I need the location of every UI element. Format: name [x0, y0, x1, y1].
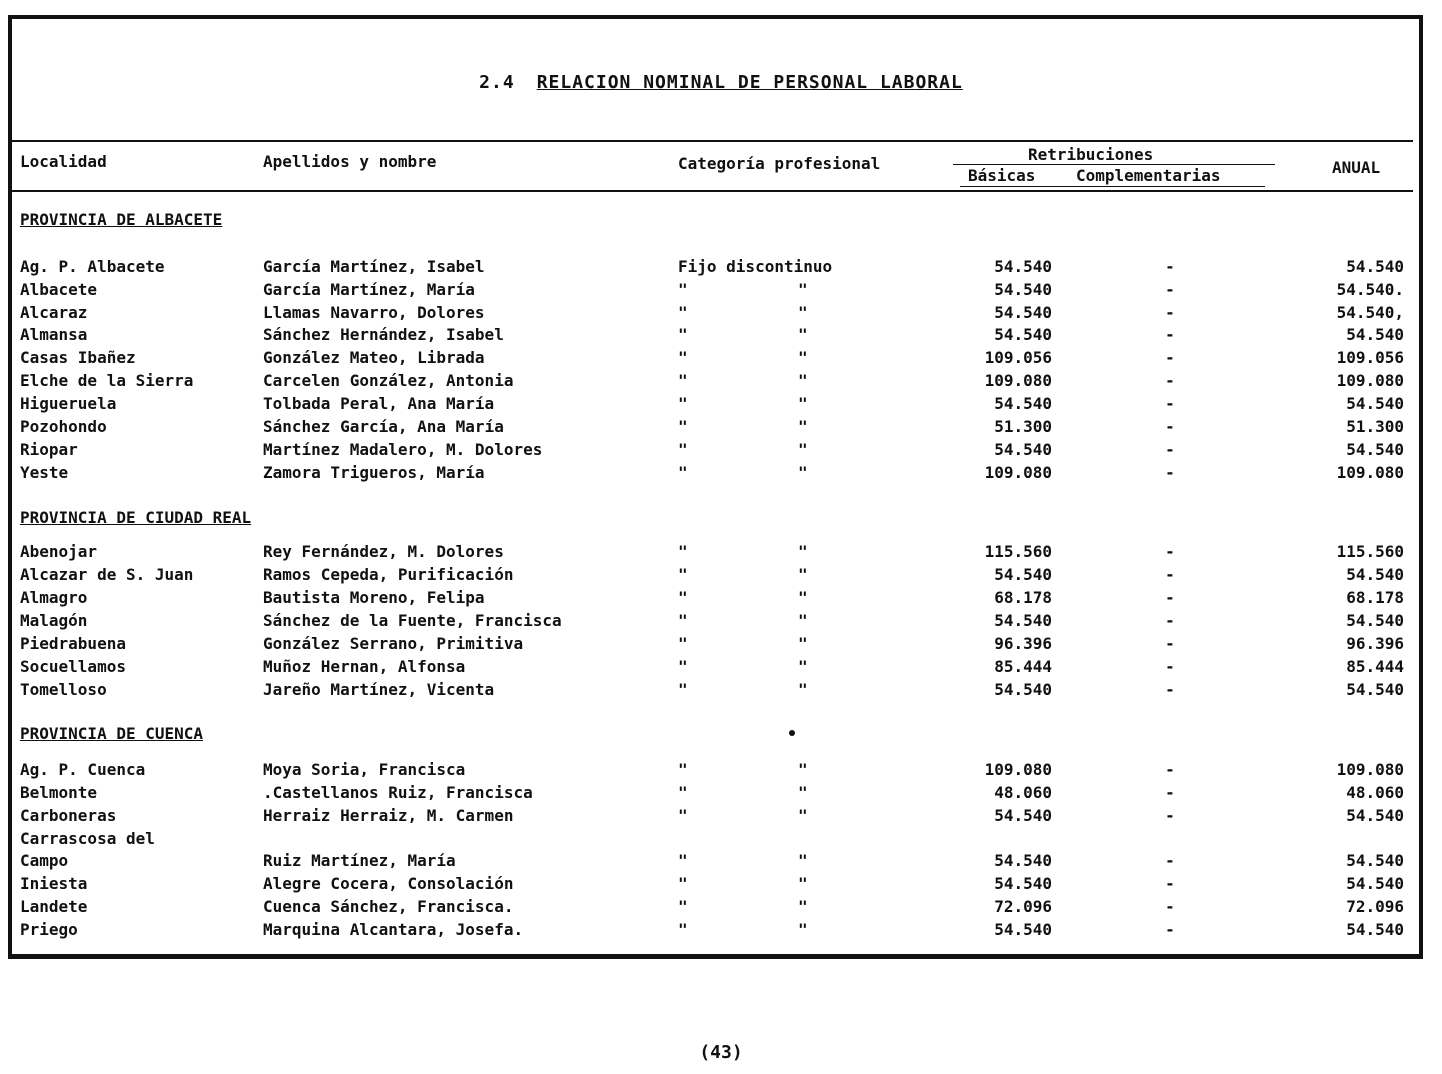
cell-categoria-ditto: "	[798, 565, 808, 584]
cell-localidad: Alcaraz	[20, 303, 88, 322]
section-heading: PROVINCIA DE CUENCA	[20, 724, 204, 743]
cell-categoria-ditto: "	[798, 783, 808, 802]
cell-categoria-ditto: "	[678, 371, 688, 390]
cell-localidad: Tomelloso	[20, 680, 107, 699]
header-anual: ANUAL	[1332, 158, 1381, 177]
cell-localidad: Malagón	[20, 611, 88, 630]
cell-nombre: Ramos Cepeda, Purificación	[263, 565, 514, 584]
cell-categoria-ditto: "	[798, 280, 808, 299]
cell-basicas: 54.540	[994, 680, 1052, 699]
table-row	[0, 760, 1442, 783]
table-row	[0, 440, 1442, 463]
header-localidad: Localidad	[20, 152, 107, 171]
cell-anual: 96.396	[1346, 634, 1404, 653]
cell-localidad: Iniesta	[20, 874, 88, 893]
cell-categoria-ditto: "	[678, 680, 688, 699]
cell-basicas: 109.056	[984, 348, 1052, 367]
cell-complementarias: -	[1165, 588, 1175, 607]
cell-nombre: .Castellanos Ruiz, Francisca	[263, 783, 533, 802]
cell-anual: 109.080	[1336, 463, 1404, 482]
cell-categoria-ditto: "	[798, 851, 808, 870]
cell-localidad: Priego	[20, 920, 78, 939]
table-row	[0, 463, 1442, 486]
cell-basicas: 48.060	[994, 783, 1052, 802]
cell-anual: 54.540	[1346, 611, 1404, 630]
cell-categoria-ditto: "	[678, 760, 688, 779]
cell-localidad: Pozohondo	[20, 417, 107, 436]
cell-nombre: Sánchez de la Fuente, Francisca	[263, 611, 562, 630]
cell-categoria-ditto: "	[798, 634, 808, 653]
cell-nombre: Bautista Moreno, Felipa	[263, 588, 485, 607]
cell-complementarias: -	[1165, 463, 1175, 482]
cell-complementarias: -	[1165, 325, 1175, 344]
table-row	[0, 634, 1442, 657]
cell-nombre: Moya Soria, Francisca	[263, 760, 466, 779]
cell-localidad: Landete	[20, 897, 88, 916]
cell-nombre: Marquina Alcantara, Josefa.	[263, 920, 524, 939]
table-row	[0, 371, 1442, 394]
cell-categoria-ditto: "	[798, 897, 808, 916]
cell-categoria-ditto: "	[678, 806, 688, 825]
cell-anual: 68.178	[1346, 588, 1404, 607]
cell-basicas: 54.540	[994, 920, 1052, 939]
cell-complementarias: -	[1165, 897, 1175, 916]
cell-basicas: 96.396	[994, 634, 1052, 653]
cell-categoria-ditto: "	[798, 348, 808, 367]
cell-localidad: Elche de la Sierra	[20, 371, 194, 390]
cell-categoria-ditto: "	[678, 280, 688, 299]
cell-basicas: 54.540	[994, 440, 1052, 459]
cell-nombre: Tolbada Peral, Ana María	[263, 394, 495, 413]
cell-localidad: Abenojar	[20, 542, 98, 561]
cell-basicas: 72.096	[994, 897, 1052, 916]
cell-localidad: Almagro	[20, 588, 88, 607]
section-code: 2.4	[479, 72, 515, 93]
cell-localidad: Albacete	[20, 280, 98, 299]
cell-categoria-ditto: "	[678, 348, 688, 367]
cell-categoria-ditto: "	[678, 897, 688, 916]
cell-basicas: 54.540	[994, 874, 1052, 893]
table-row	[0, 325, 1442, 348]
cell-categoria-ditto: "	[798, 440, 808, 459]
table-row	[0, 280, 1442, 303]
cell-localidad: Riopar	[20, 440, 78, 459]
cell-categoria-ditto: "	[798, 463, 808, 482]
cell-nombre: Ruiz Martínez, María	[263, 851, 456, 870]
cell-basicas: 109.080	[984, 760, 1052, 779]
header-top-rule	[8, 140, 1413, 142]
cell-localidad: Almansa	[20, 325, 88, 344]
table-row	[0, 874, 1442, 897]
cell-anual: 54.540	[1346, 680, 1404, 699]
cell-complementarias: -	[1165, 257, 1175, 276]
cell-categoria: Fijo discontinuo	[678, 257, 833, 276]
cell-anual: 109.056	[1336, 348, 1404, 367]
table-row	[0, 588, 1442, 611]
page-title	[0, 72, 1442, 93]
cell-localidad: Carboneras	[20, 806, 117, 825]
cell-complementarias: -	[1165, 611, 1175, 630]
cell-anual: 48.060	[1346, 783, 1404, 802]
cell-anual: 115.560	[1336, 542, 1404, 561]
cell-complementarias: -	[1165, 806, 1175, 825]
cell-anual: 54.540	[1346, 806, 1404, 825]
cell-basicas: 115.560	[984, 542, 1052, 561]
subheader-rule	[960, 186, 1265, 187]
cell-nombre: Jareño Martínez, Vicenta	[263, 680, 495, 699]
table-row	[0, 897, 1442, 920]
header-retribuciones: Retribuciones	[1028, 145, 1154, 164]
cell-categoria-ditto: "	[678, 463, 688, 482]
cell-complementarias: -	[1165, 851, 1175, 870]
section-heading: PROVINCIA DE ALBACETE	[20, 210, 223, 229]
header-complementarias: Complementarias	[1076, 166, 1221, 185]
cell-anual: 54.540	[1346, 851, 1404, 870]
table-row	[0, 657, 1442, 680]
cell-localidad: Carrascosa del	[20, 829, 155, 848]
cell-complementarias: -	[1165, 565, 1175, 584]
cell-categoria-ditto: "	[678, 634, 688, 653]
cell-complementarias: -	[1165, 303, 1175, 322]
cell-basicas: 54.540	[994, 325, 1052, 344]
table-row	[0, 565, 1442, 588]
cell-anual: 54.540	[1346, 325, 1404, 344]
cell-localidad: Belmonte	[20, 783, 98, 802]
cell-categoria-ditto: "	[798, 394, 808, 413]
cell-nombre: García Martínez, María	[263, 280, 475, 299]
cell-categoria-ditto: "	[678, 851, 688, 870]
cell-categoria-ditto: "	[798, 806, 808, 825]
cell-complementarias: -	[1165, 760, 1175, 779]
cell-nombre: Rey Fernández, M. Dolores	[263, 542, 504, 561]
header-apellidos: Apellidos y nombre	[263, 152, 437, 171]
table-row	[0, 348, 1442, 371]
cell-basicas: 109.080	[984, 463, 1052, 482]
cell-localidad: Casas Ibañez	[20, 348, 136, 367]
cell-nombre: González Mateo, Librada	[263, 348, 485, 367]
cell-basicas: 54.540	[994, 303, 1052, 322]
cell-basicas: 109.080	[984, 371, 1052, 390]
cell-categoria-ditto: "	[678, 783, 688, 802]
cell-basicas: 54.540	[994, 611, 1052, 630]
cell-localidad: Higueruela	[20, 394, 117, 413]
cell-categoria-ditto: "	[798, 325, 808, 344]
cell-categoria-ditto: "	[798, 542, 808, 561]
cell-categoria-ditto: "	[798, 371, 808, 390]
ink-dot	[789, 730, 795, 736]
cell-complementarias: -	[1165, 634, 1175, 653]
cell-complementarias: -	[1165, 874, 1175, 893]
table-row	[0, 851, 1442, 874]
cell-anual: 54.540	[1346, 874, 1404, 893]
cell-categoria-ditto: "	[678, 303, 688, 322]
page-number: (43)	[699, 1042, 743, 1063]
cell-complementarias: -	[1165, 440, 1175, 459]
table-row	[0, 417, 1442, 440]
cell-categoria-ditto: "	[678, 588, 688, 607]
cell-basicas: 54.540	[994, 806, 1052, 825]
cell-localidad: Socuellamos	[20, 657, 126, 676]
cell-complementarias: -	[1165, 280, 1175, 299]
table-row	[0, 806, 1442, 829]
cell-complementarias: -	[1165, 394, 1175, 413]
cell-categoria-ditto: "	[798, 588, 808, 607]
cell-nombre: Martínez Madalero, M. Dolores	[263, 440, 543, 459]
cell-anual: 109.080	[1336, 371, 1404, 390]
cell-anual: 54.540	[1346, 920, 1404, 939]
cell-nombre: García Martínez, Isabel	[263, 257, 485, 276]
cell-nombre: Herraiz Herraiz, M. Carmen	[263, 806, 514, 825]
cell-basicas: 51.300	[994, 417, 1052, 436]
cell-categoria-ditto: "	[798, 920, 808, 939]
cell-basicas: 54.540	[994, 394, 1052, 413]
cell-localidad: Alcazar de S. Juan	[20, 565, 194, 584]
cell-categoria-ditto: "	[678, 394, 688, 413]
table-row	[0, 611, 1442, 634]
header-bottom-rule	[8, 190, 1413, 192]
cell-anual: 85.444	[1346, 657, 1404, 676]
cell-categoria-ditto: "	[678, 417, 688, 436]
section-title: RELACION NOMINAL DE PERSONAL LABORAL	[536, 72, 963, 93]
cell-categoria-ditto: "	[678, 657, 688, 676]
cell-complementarias: -	[1165, 657, 1175, 676]
cell-nombre: Sánchez García, Ana María	[263, 417, 504, 436]
cell-categoria-ditto: "	[678, 542, 688, 561]
cell-categoria-ditto: "	[678, 325, 688, 344]
cell-nombre: Alegre Cocera, Consolación	[263, 874, 514, 893]
cell-anual: 54.540.	[1336, 280, 1404, 299]
header-categoria: Categoría profesional	[678, 154, 881, 173]
cell-nombre: Sánchez Hernández, Isabel	[263, 325, 504, 344]
cell-complementarias: -	[1165, 348, 1175, 367]
cell-complementarias: -	[1165, 920, 1175, 939]
cell-localidad: Campo	[20, 851, 69, 870]
cell-nombre: Zamora Trigueros, María	[263, 463, 485, 482]
table-row	[0, 542, 1442, 565]
cell-categoria-ditto: "	[678, 874, 688, 893]
cell-nombre: Cuenca Sánchez, Francisca.	[263, 897, 514, 916]
cell-nombre: González Serrano, Primitiva	[263, 634, 524, 653]
cell-anual: 72.096	[1346, 897, 1404, 916]
table-row	[0, 303, 1442, 326]
cell-basicas: 54.540	[994, 851, 1052, 870]
cell-complementarias: -	[1165, 680, 1175, 699]
cell-basicas: 54.540	[994, 257, 1052, 276]
cell-categoria-ditto: "	[798, 760, 808, 779]
cell-categoria-ditto: "	[798, 303, 808, 322]
table-row	[0, 257, 1442, 280]
cell-complementarias: -	[1165, 371, 1175, 390]
cell-basicas: 68.178	[994, 588, 1052, 607]
cell-nombre: Carcelen González, Antonia	[263, 371, 514, 390]
cell-basicas: 54.540	[994, 565, 1052, 584]
cell-localidad: Yeste	[20, 463, 69, 482]
header-basicas: Básicas	[968, 166, 1036, 185]
cell-anual: 54.540	[1346, 394, 1404, 413]
cell-anual: 109.080	[1336, 760, 1404, 779]
cell-complementarias: -	[1165, 542, 1175, 561]
cell-nombre: Llamas Navarro, Dolores	[263, 303, 485, 322]
table-row	[0, 920, 1442, 943]
cell-complementarias: -	[1165, 417, 1175, 436]
cell-categoria-ditto: "	[798, 680, 808, 699]
cell-categoria-ditto: "	[798, 611, 808, 630]
cell-anual: 54.540	[1346, 257, 1404, 276]
cell-localidad: Ag. P. Albacete	[20, 257, 165, 276]
cell-categoria-ditto: "	[678, 565, 688, 584]
cell-anual: 54.540	[1346, 565, 1404, 584]
cell-basicas: 85.444	[994, 657, 1052, 676]
retribuciones-rule	[953, 164, 1275, 165]
table-row	[0, 783, 1442, 806]
table-row	[0, 680, 1442, 703]
cell-complementarias: -	[1165, 783, 1175, 802]
table-row	[0, 829, 1442, 852]
cell-localidad: Piedrabuena	[20, 634, 126, 653]
cell-categoria-ditto: "	[678, 920, 688, 939]
cell-anual: 51.300	[1346, 417, 1404, 436]
section-heading: PROVINCIA DE CIUDAD REAL	[20, 508, 252, 527]
cell-categoria-ditto: "	[798, 657, 808, 676]
cell-basicas: 54.540	[994, 280, 1052, 299]
cell-localidad: Ag. P. Cuenca	[20, 760, 146, 779]
cell-anual: 54.540,	[1336, 303, 1404, 322]
cell-anual: 54.540	[1346, 440, 1404, 459]
cell-categoria-ditto: "	[678, 440, 688, 459]
cell-categoria-ditto: "	[678, 611, 688, 630]
cell-nombre: Muñoz Hernan, Alfonsa	[263, 657, 466, 676]
cell-categoria-ditto: "	[798, 417, 808, 436]
table-row	[0, 394, 1442, 417]
cell-categoria-ditto: "	[798, 874, 808, 893]
